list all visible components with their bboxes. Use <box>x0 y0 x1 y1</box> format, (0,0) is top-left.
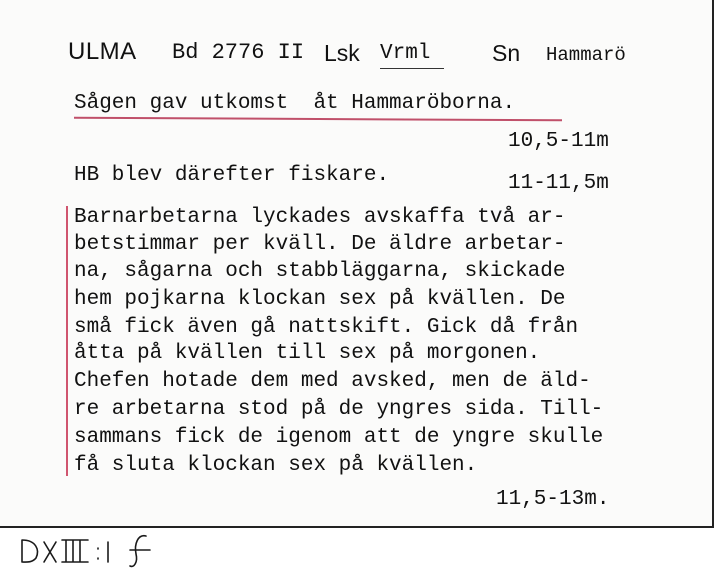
province-underline <box>380 68 444 69</box>
entry-text-1: Sågen gav utkomst åt Hammaröborna. <box>74 92 516 115</box>
red-underline <box>74 117 562 122</box>
archive-code: ULMA <box>68 38 137 65</box>
entry-time-1: 10,5-11m <box>508 130 609 153</box>
paragraph-line: betstimmar per kväll. De äldre arbetar- <box>74 233 566 256</box>
paragraph-line: re arbetarna stod på de yngres sida. Till- <box>74 398 604 421</box>
paragraph-line: sammans fick de igenom att de yngre skulle <box>74 426 604 449</box>
paragraph-line: Chefen hotade dem med avsked, men de äld- <box>74 370 591 393</box>
entry-time-2: 11-11,5m <box>508 172 609 195</box>
volume-number: Bd 2776 II <box>172 40 305 65</box>
parish-name: Hammarö <box>546 44 626 66</box>
province-code: Vrml <box>380 42 431 65</box>
entry-text-2: HB blev därefter fiskare. <box>74 164 390 187</box>
paragraph-line: små fick även gå nattskift. Gick då från <box>74 316 579 339</box>
category-code: Lsk <box>324 40 360 66</box>
handwritten-signature <box>18 530 178 568</box>
paragraph-line: na, sågarna och stabbläggarna, skickade <box>74 260 566 283</box>
paragraph-line: åtta på kvällen till sex på morgonen. <box>74 342 541 365</box>
paragraph-line: hem pojkarna klockan sex på kvällen. De <box>74 288 566 311</box>
paragraph-line: få sluta klockan sex på kvällen. <box>74 454 478 477</box>
sn-label: Sn <box>492 40 521 66</box>
paragraph-time: 11,5-13m. <box>496 488 610 511</box>
paragraph-line: Barnarbetarna lyckades avskaffa två ar- <box>74 206 566 229</box>
margin-bar <box>66 206 68 476</box>
